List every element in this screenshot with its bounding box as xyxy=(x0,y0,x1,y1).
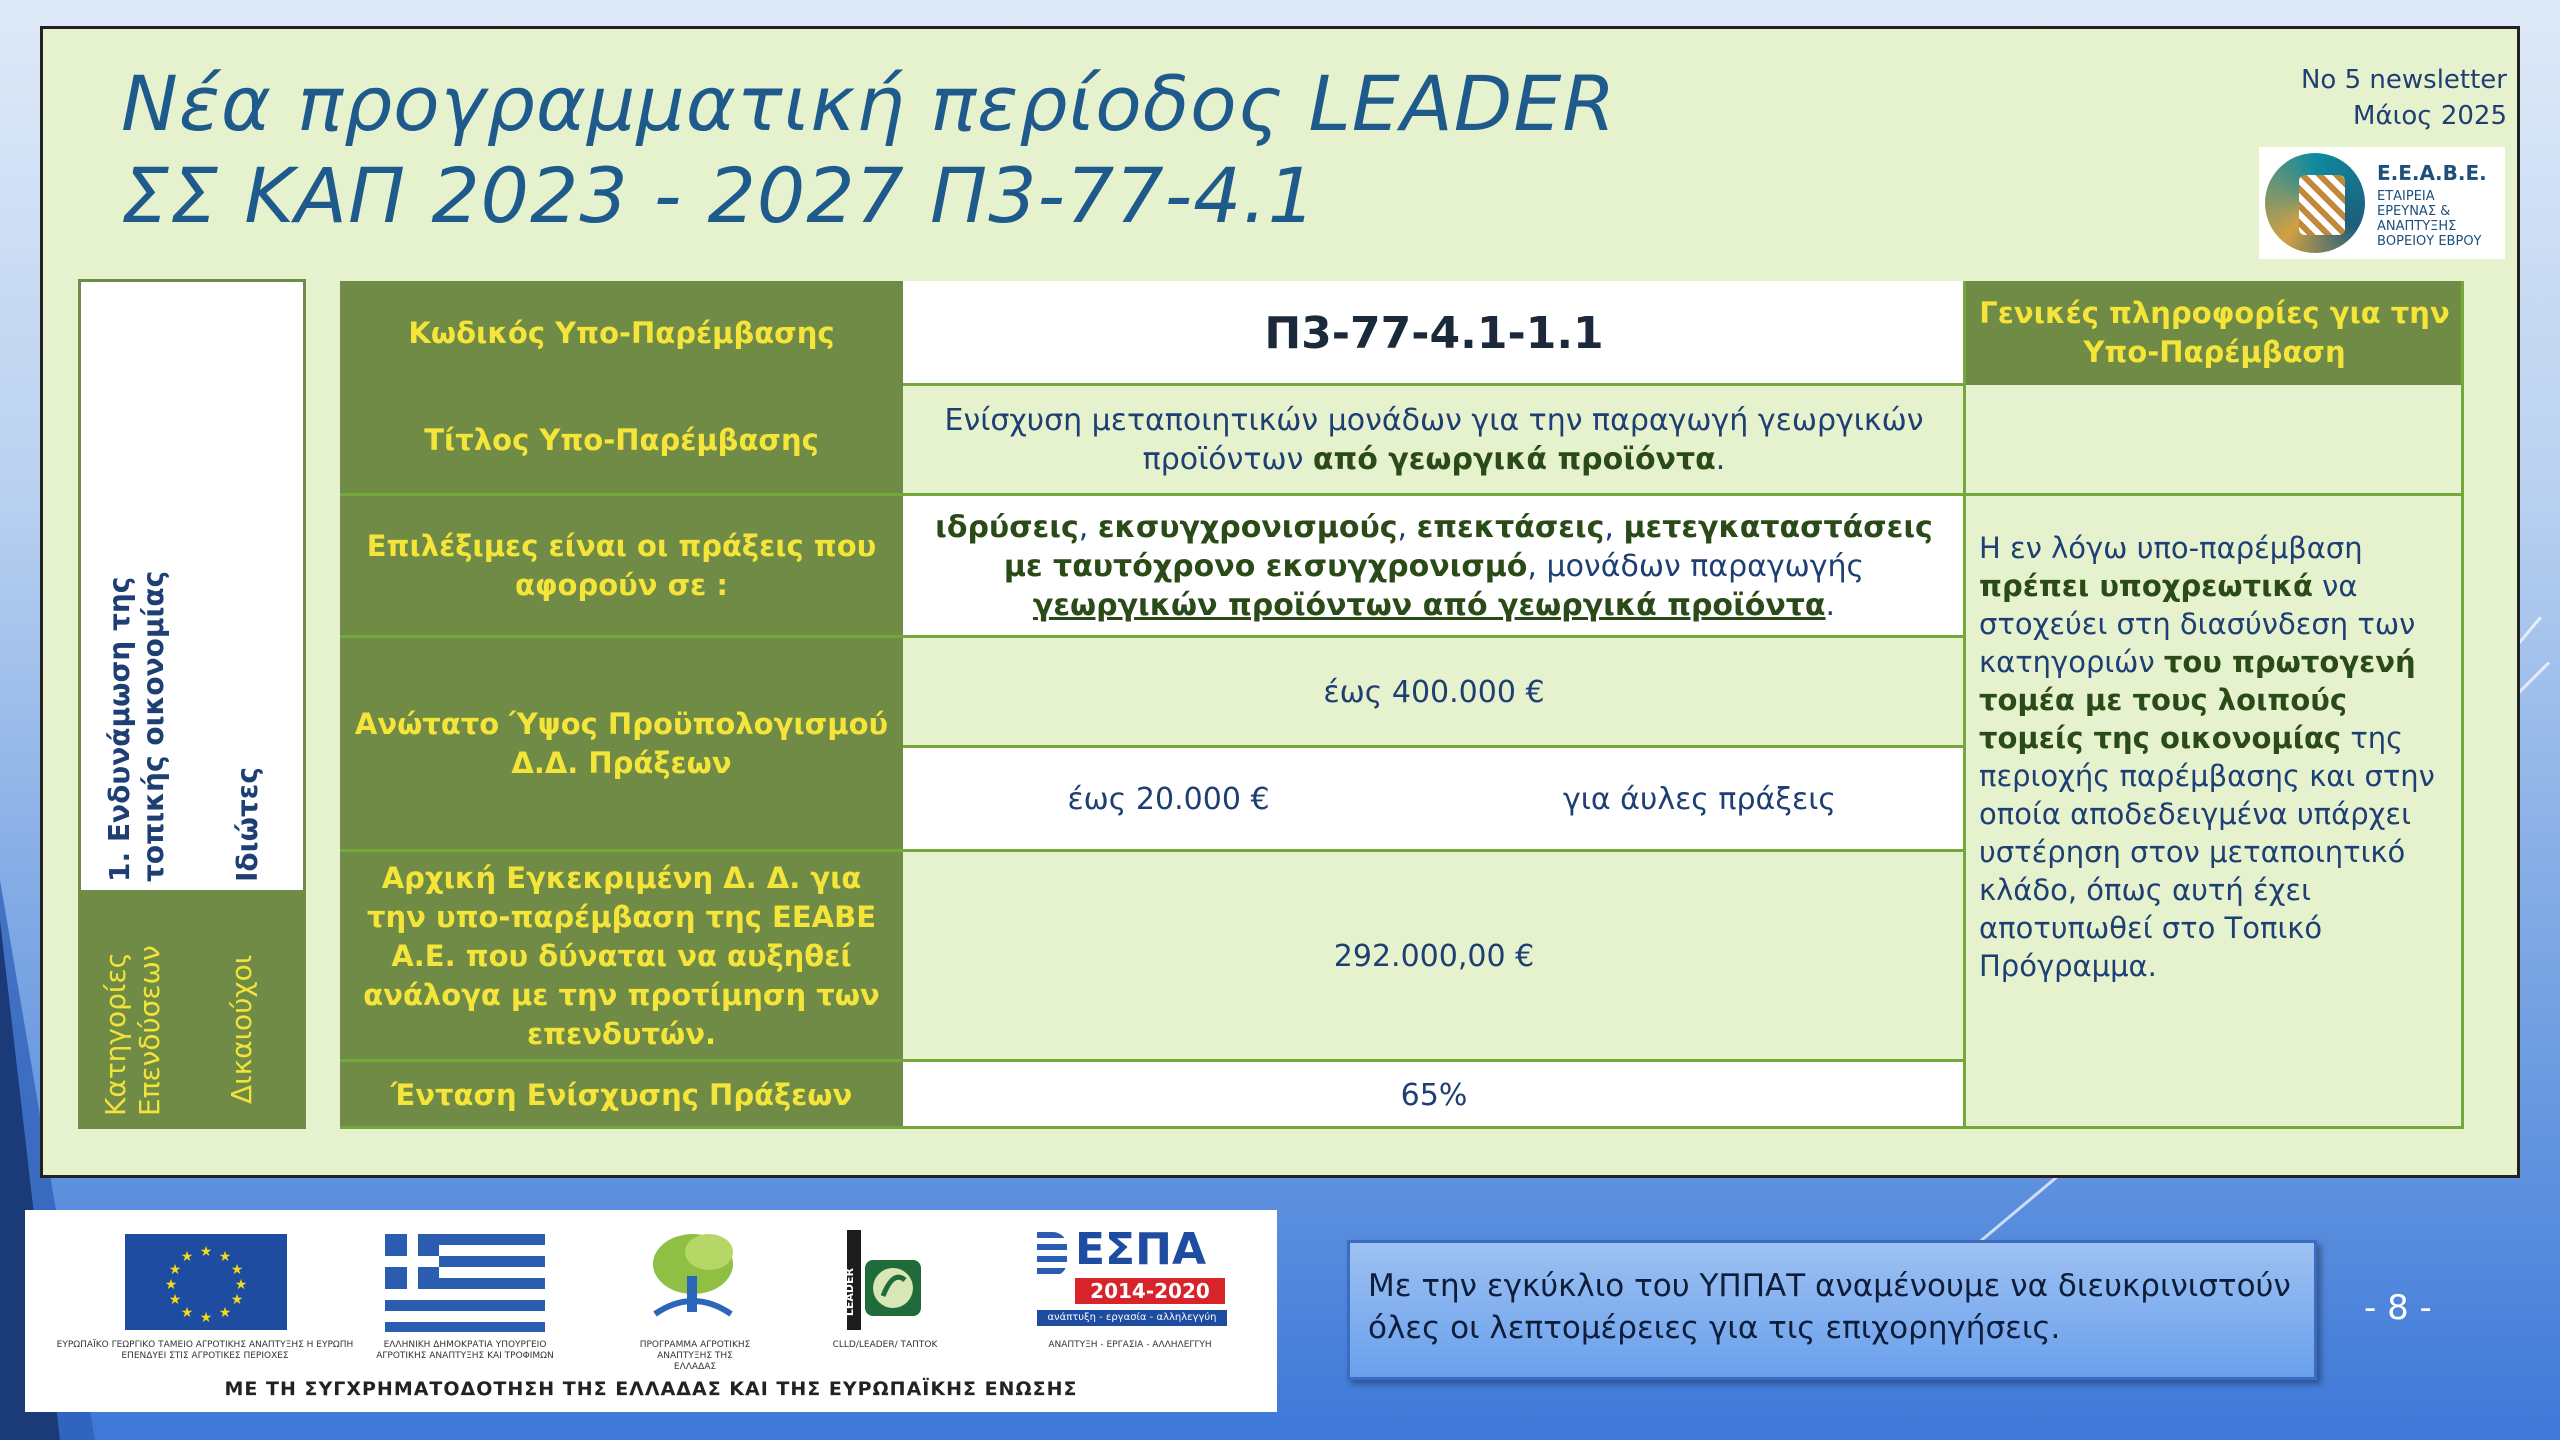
eeabe-logo-sub: ΑΝΑΠΤΥΞΗΣ xyxy=(2377,219,2457,234)
espa-title: ΕΣΠΑ xyxy=(1075,1224,1206,1275)
intensity-value: 65% xyxy=(903,1061,1965,1129)
newsletter-number: Νο 5 newsletter xyxy=(2300,65,2507,95)
investment-category-value: 1. Ενδυνάμωση της τοπικής οικονομίας xyxy=(103,570,170,882)
svg-text:★: ★ xyxy=(218,1305,232,1321)
svg-text:★: ★ xyxy=(199,1310,213,1326)
table-grid-line xyxy=(340,493,2464,496)
eu-caption: ΕΥΡΩΠΑΪΚΟ ΓΕΩΡΓΙΚΟ ΤΑΜΕΙΟ ΑΓΡΟΤΙΚΗΣ ΑΝΑΠΤΥΞΗΣ Η ΕΥΡΩΠΗ ΕΠΕΝΔΥΕΙ ΣΤΙΣ ΑΓΡΟΤΙΚΕΣ ΠΕΡΙΟΧΕΣ xyxy=(56,1340,354,1361)
svg-text:★: ★ xyxy=(168,1292,182,1308)
funding-logos-strip xyxy=(25,1210,1277,1412)
sub-intervention-table xyxy=(340,281,2464,1129)
budget-intangible-label: για άυλες πράξεις xyxy=(1434,747,1965,851)
table-grid-line xyxy=(903,745,1965,748)
greek-flag-icon xyxy=(385,1234,545,1332)
eeabe-logo-sub: ΒΟΡΕΙΟΥ ΕΒΡΟΥ xyxy=(2377,234,2482,249)
code-value: Π3-77-4.1-1.1 xyxy=(903,281,1965,385)
table-grid-line xyxy=(340,1126,2464,1129)
beneficiaries-label: Δικαιούχοι xyxy=(225,954,258,1104)
eligible-actions-label: Επιλέξιμες είναι οι πράξεις που αφορούν σε : xyxy=(340,495,903,637)
table-grid-line xyxy=(903,383,1965,386)
greek-ministry-caption: ΕΛΛΗΝΙΚΗ ΔΗΜΟΚΡΑΤΙΑ ΥΠΟΥΡΓΕΙΟ ΑΓΡΟΤΙΚΗΣ ΑΝΑΠΤΥΞΗΣ ΚΑΙ ΤΡΟΦΙΜΩΝ xyxy=(376,1340,554,1361)
eu-flag-icon xyxy=(125,1234,287,1330)
svg-text:★: ★ xyxy=(164,1277,178,1293)
category-values xyxy=(81,282,303,890)
rural-development-caption: ΠΡΟΓΡΑΜΜΑ ΑΓΡΟΤΙΚΗΣ ΑΝΑΠΤΥΞΗΣ ΤΗΣ ΕΛΛΑΔΑΣ xyxy=(639,1340,751,1372)
svg-text:★: ★ xyxy=(230,1262,244,1278)
budget-label: Ανώτατο Ύψος Προϋπολογισμού Δ.Δ. Πράξεων xyxy=(340,637,903,851)
eeabe-logo-sub: ΕΡΕΥΝΑΣ & xyxy=(2377,204,2451,219)
table-grid-line xyxy=(1963,281,1966,1129)
general-info-label: Γενικές πληροφορίες για την Υπο-Παρέμβαση xyxy=(1965,281,2464,385)
table-grid-line xyxy=(340,849,1965,852)
leader-logo-text: LEADER xyxy=(843,1268,856,1317)
espa-years: 2014-2020 xyxy=(1075,1278,1225,1304)
category-labels xyxy=(81,890,303,1126)
leader-caption: CLLD/LEADER/ ΤΑΠΤΟΚ xyxy=(832,1340,938,1350)
eeabe-logo-name: Ε.Ε.Α.Β.Ε. xyxy=(2377,161,2487,185)
table-grid-line xyxy=(340,1059,1965,1062)
table-grid-line xyxy=(340,635,1965,638)
svg-text:★: ★ xyxy=(168,1262,182,1278)
approved-budget-label: Αρχική Εγκεκριμένη Δ. Δ. για την υπο-παρέμβαση της ΕΕΑΒΕ Α.Ε. που δύναται να αυξηθεί ανάλογα με την προτίμηση των επενδυτών. xyxy=(340,851,903,1061)
beneficiaries-value: Ιδιώτες xyxy=(231,767,264,882)
eeabe-logo-sub: ΕΤΑΙΡΕΙΑ xyxy=(2377,189,2435,204)
eligible-actions-value: ιδρύσεις, εκσυγχρονισμούς, επεκτάσεις, μετεγκαταστάσεις με ταυτόχρονο εκσυγχρονισμό, μονάδων παραγωγής γεωργικών προϊόντων από γεωργικά προϊόντα. xyxy=(903,495,1965,637)
budget-intangible-value: έως 20.000 € xyxy=(903,747,1434,851)
leader-logo xyxy=(843,1230,927,1330)
budget-max-value: έως 400.000 € xyxy=(903,637,1965,747)
espa-logo xyxy=(1037,1224,1227,1328)
approved-budget-value: 292.000,00 € xyxy=(903,851,1965,1061)
announcement-note: Με την εγκύκλιο του ΥΠΠΑΤ αναμένουμε να διευκρινιστούν όλες οι λεπτομέρειες για τις επιχορηγήσεις. xyxy=(1347,1240,2317,1380)
cofunding-statement: ΜΕ ΤΗ ΣΥΓΧΡΗΜΑΤΟΔΟΤΗΣΗ ΤΗΣ ΕΛΛΑΔΑΣ ΚΑΙ ΤΗΣ ΕΥΡΩΠΑΪΚΗΣ ΕΝΩΣΗΣ xyxy=(224,1378,1078,1400)
general-info-text: Η εν λόγω υπο-παρέμβαση πρέπει υποχρεωτικά να στοχεύει στη διασύνδεση των κατηγοριών του πρωτογενή τομέα με τους λοιπούς τομείς της οικονομίας της περιοχής παρέμβασης και στην οποία αποδεδειγμένα υπάρχει υστέρηση στον μεταποιητικό κλάδο, όπως αυτή έχει αποτυπωθεί στο Τοπικό Πρόγραμμα. xyxy=(1965,385,2464,1129)
newsletter-date: Μάιος 2025 xyxy=(2353,101,2507,131)
title-value: Ενίσχυση μεταποιητικών μονάδων για την παραγωγή γεωργικών προϊόντων από γεωργικά προϊόντα. xyxy=(903,385,1965,495)
svg-text:★: ★ xyxy=(180,1305,194,1321)
espa-flag-icon xyxy=(1037,1232,1067,1276)
svg-text:★: ★ xyxy=(218,1249,232,1265)
code-label: Κωδικός Υπο-Παρέμβασης xyxy=(340,281,903,385)
title-label: Τίτλος Υπο-Παρέμβασης xyxy=(340,385,903,495)
intensity-label: Ένταση Ενίσχυσης Πράξεων xyxy=(340,1061,903,1129)
eeabe-logo xyxy=(2259,147,2505,259)
rural-development-tree-icon xyxy=(635,1228,751,1328)
page-number: - 8 - xyxy=(2364,1288,2432,1328)
svg-text:★: ★ xyxy=(199,1244,213,1260)
slide-panel xyxy=(40,26,2520,1178)
espa-caption: ΑΝΑΠΤΥΞΗ - ΕΡΓΑΣΙΑ - ΑΛΛΗΛΕΓΓΥΗ xyxy=(1048,1340,1212,1350)
slide-title-line-2: ΣΣ ΚΑΠ 2023 - 2027 Π3-77-4.1 xyxy=(121,151,1317,240)
eeabe-emblem-icon xyxy=(2265,153,2365,253)
svg-text:★: ★ xyxy=(234,1277,248,1293)
svg-text:★: ★ xyxy=(180,1249,194,1265)
category-box xyxy=(78,279,306,1129)
espa-slogan: ανάπτυξη - εργασία - αλληλεγγύη xyxy=(1037,1310,1227,1326)
svg-text:★: ★ xyxy=(230,1292,244,1308)
slide-title-line-1: Νέα προγραμματική περίοδος LEADER xyxy=(121,59,1617,148)
table-grid-line xyxy=(2461,281,2464,1129)
investment-category-label: Κατηγορίες Επενδύσεων xyxy=(99,945,166,1116)
